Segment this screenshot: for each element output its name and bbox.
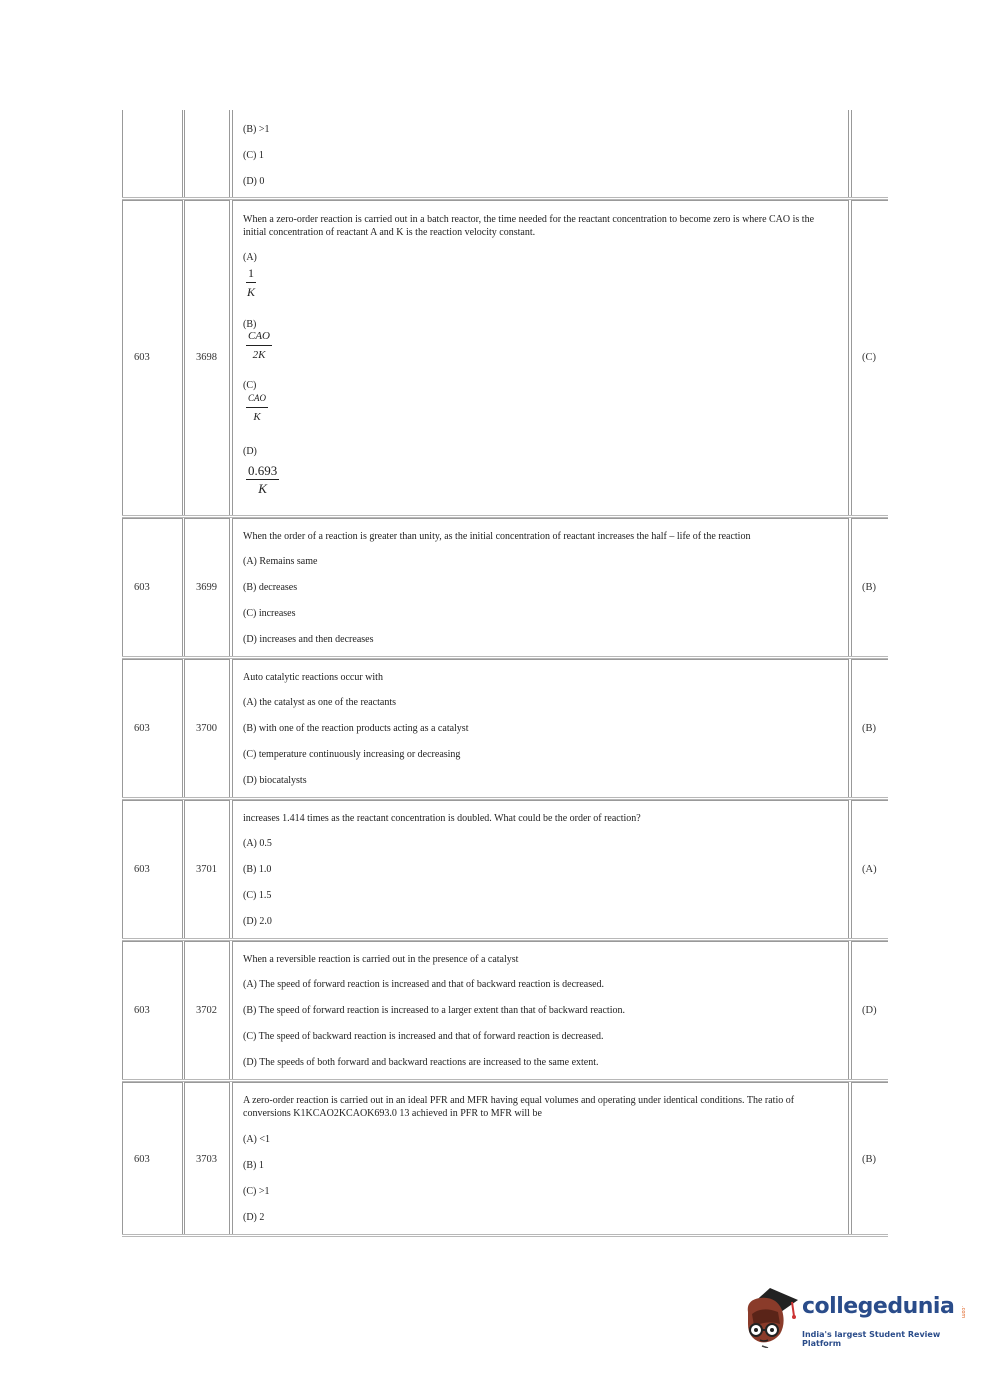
table-row (122, 659, 888, 800)
fraction: CAO 2K (248, 330, 270, 361)
option: (D) 2 (243, 1212, 265, 1223)
question-text: When a zero-order reaction is carried out in a batch reactor, the time needed for the reactant concentration to become zero is where CAO is the initial concentration of reactant A and K is the reaction velocity constant. (243, 214, 815, 238)
logo-suffix: .com (960, 1306, 966, 1319)
option: (D) biocatalysts (243, 775, 307, 786)
option: (A) The speed of forward reaction is increased and that of backward reaction is decreased. (243, 979, 605, 990)
option: (A) (243, 252, 257, 263)
question-number: 3701 (196, 864, 217, 875)
fraction: $\frac{0.693}{K}$ (248, 463, 278, 496)
option: (B) 1.0 (243, 864, 272, 875)
question-table (122, 110, 888, 1237)
logo-tagline: India's largest Student Review Platform (802, 1330, 941, 1348)
option: (C) 1 (243, 150, 264, 161)
subject-code: 603 (134, 723, 150, 734)
question-number: 3700 (196, 723, 217, 734)
question-text: When the order of a reaction is greater than unity, as the initial concentration of reactant increases the half – life of the reaction (243, 531, 751, 542)
option: (C) The speed of backward reaction is increased and that of forward reaction is decreased. (243, 1031, 604, 1042)
option: (B) with one of the reaction products acting as a catalyst (243, 723, 469, 734)
option: (B) >1 (243, 124, 270, 135)
option: (D) (243, 446, 257, 457)
question-text: increases 1.414 times as the reactant concentration is doubled. What could be the order of reaction? (243, 813, 641, 824)
question-text: When a reversible reaction is carried out in the presence of a catalyst (243, 954, 519, 965)
question-number: 3699 (196, 582, 217, 593)
subject-code: 603 (134, 1154, 150, 1165)
subject-code: 603 (134, 352, 150, 363)
option: (A) <1 (243, 1134, 271, 1145)
question-text: Auto catalytic reactions occur with (243, 672, 383, 683)
option: (D) increases and then decreases (243, 634, 374, 645)
collegedunia-logo (742, 1284, 972, 1354)
option: (B) decreases (243, 582, 298, 593)
option: (C) >1 (243, 1186, 270, 1197)
option: (A) the catalyst as one of the reactants (243, 697, 396, 708)
table-row (122, 200, 888, 518)
table-row (122, 1082, 888, 1237)
option: (A) Remains same (243, 556, 318, 567)
option: (D) 2.0 (243, 916, 272, 927)
subject-code: 603 (134, 1005, 150, 1016)
option: (D) The speeds of both forward and backward reactions are increased to the same extent. (243, 1057, 599, 1068)
mascot-icon (742, 1284, 802, 1348)
option: (D) 0 (243, 176, 265, 187)
option: (C) (243, 380, 257, 391)
option: (B) (243, 319, 257, 330)
fraction: CAO K (246, 390, 268, 426)
subject-code: 603 (134, 582, 150, 593)
option: (B) The speed of forward reaction is increased to a larger extent than that of backward reaction. (243, 1005, 625, 1016)
question-number: 3702 (196, 1005, 217, 1016)
answer-key: (B) (862, 723, 876, 734)
option: (C) temperature continuously increasing or decreasing (243, 749, 461, 760)
table-row (122, 518, 888, 659)
option: (C) 1.5 (243, 890, 272, 901)
option: (A) 0.5 (243, 838, 272, 849)
question-number: 3698 (196, 352, 217, 363)
option: (B) 1 (243, 1160, 264, 1171)
table-row (122, 941, 888, 1082)
answer-key: (C) (862, 352, 876, 363)
answer-key: (A) (862, 864, 877, 875)
fraction: $\frac{1}{K}$ (246, 266, 255, 299)
logo-wordmark: collegedunia (802, 1294, 955, 1319)
answer-key: (D) (862, 1005, 877, 1016)
question-text: A zero-order reaction is carried out in an ideal PFR and MFR having equal volumes and operating under identical conditions. The ratio of conversions K1KCAO2KCAOK693.0 13 achieved in PFR to MFR will be (243, 1095, 795, 1119)
subject-code: 603 (134, 864, 150, 875)
table-row (122, 110, 888, 200)
question-number: 3703 (196, 1154, 217, 1165)
answer-key: (B) (862, 582, 876, 593)
answer-key: (B) (862, 1154, 876, 1165)
table-row (122, 800, 888, 941)
option: (C) increases (243, 608, 296, 619)
